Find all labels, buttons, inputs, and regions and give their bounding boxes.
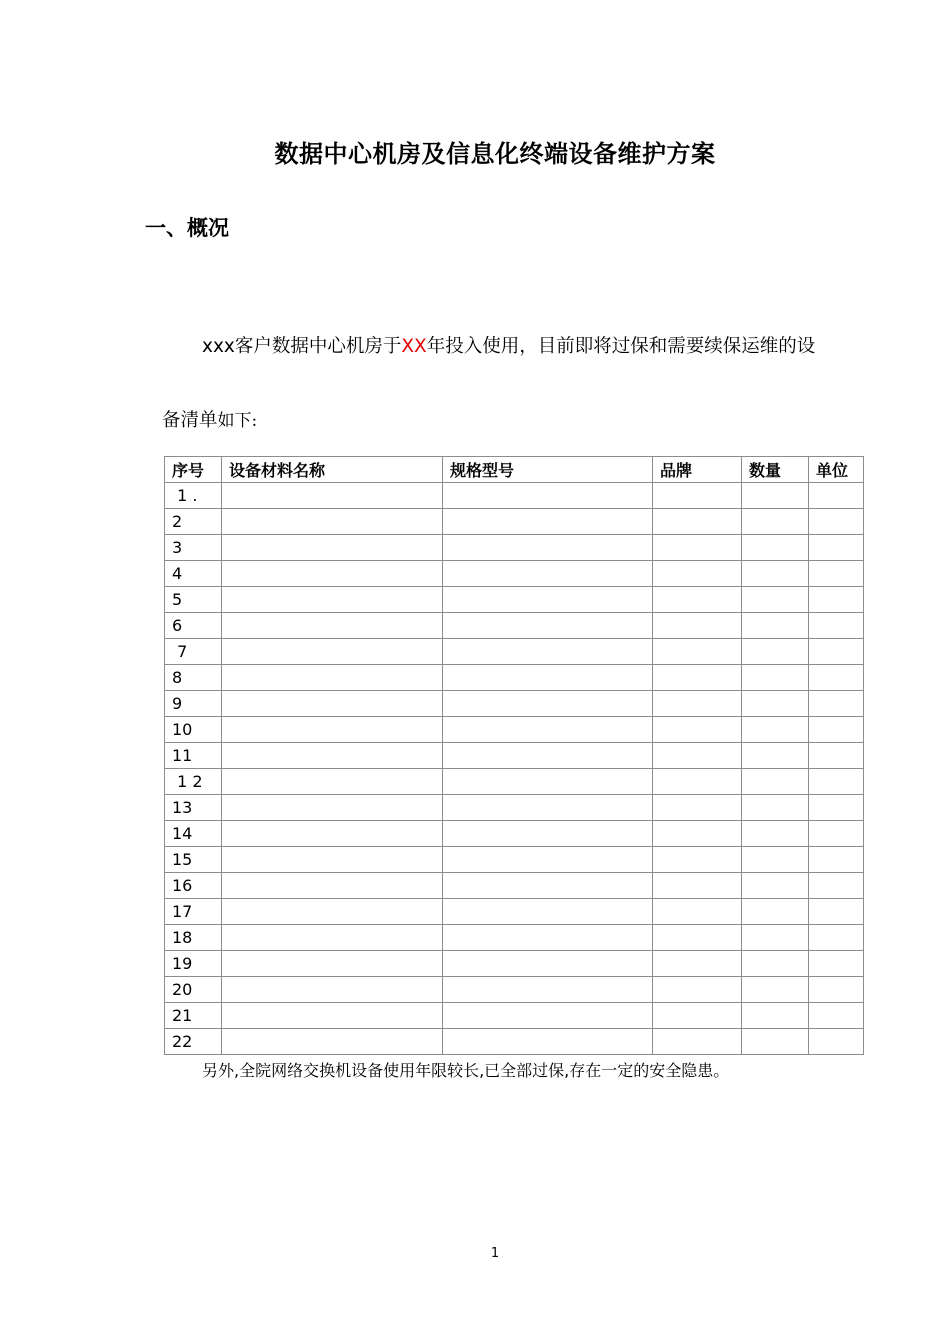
table-row <box>165 483 864 509</box>
cell-model <box>443 691 653 717</box>
table-header-row <box>165 457 864 483</box>
cell-quantity <box>742 847 809 873</box>
header-brand: 品牌 <box>653 457 742 483</box>
cell-name <box>222 509 443 535</box>
cell-model <box>443 821 653 847</box>
cell-quantity <box>742 561 809 587</box>
row-index: 2 <box>165 509 222 535</box>
cell-model <box>443 925 653 951</box>
page-title: 数据中心机房及信息化终端设备维护方案 <box>274 140 716 168</box>
cell-model <box>443 483 653 509</box>
table-row <box>165 847 864 873</box>
cell-name <box>222 561 443 587</box>
table-row <box>165 1003 864 1029</box>
row-index: 4 <box>165 561 222 587</box>
cell-name <box>222 821 443 847</box>
cell-name <box>222 795 443 821</box>
cell-name <box>222 925 443 951</box>
cell-model <box>443 743 653 769</box>
cell-quantity <box>742 899 809 925</box>
cell-brand <box>653 899 742 925</box>
cell-quantity <box>742 691 809 717</box>
cell-model <box>443 665 653 691</box>
cell-name <box>222 899 443 925</box>
cell-model <box>443 899 653 925</box>
row-index: 22 <box>165 1029 222 1055</box>
cell-quantity <box>742 977 809 1003</box>
cell-unit <box>809 873 864 899</box>
cell-unit <box>809 977 864 1003</box>
header-unit: 单位 <box>809 457 864 483</box>
cell-model <box>443 1003 653 1029</box>
cell-model <box>443 977 653 1003</box>
table-row <box>165 977 864 1003</box>
cell-quantity <box>742 483 809 509</box>
cell-model <box>443 561 653 587</box>
cell-unit <box>809 587 864 613</box>
header-quantity: 数量 <box>742 457 809 483</box>
cell-quantity <box>742 873 809 899</box>
cell-name <box>222 587 443 613</box>
header-name: 设备材料名称 <box>222 457 443 483</box>
cell-brand <box>653 561 742 587</box>
cell-name <box>222 1003 443 1029</box>
cell-name <box>222 717 443 743</box>
cell-name <box>222 873 443 899</box>
cell-model <box>443 795 653 821</box>
row-index: 17 <box>165 899 222 925</box>
row-index: 21 <box>165 1003 222 1029</box>
cell-model <box>443 1029 653 1055</box>
cell-unit <box>809 925 864 951</box>
cell-model <box>443 613 653 639</box>
row-index: 10 <box>165 717 222 743</box>
cell-name <box>222 847 443 873</box>
cell-brand <box>653 847 742 873</box>
cell-unit <box>809 665 864 691</box>
cell-model <box>443 769 653 795</box>
cell-brand <box>653 587 742 613</box>
row-index: 3 <box>165 535 222 561</box>
cell-unit <box>809 717 864 743</box>
section-heading: 一、概况 <box>145 216 229 240</box>
cell-name <box>222 639 443 665</box>
cell-model <box>443 535 653 561</box>
cell-name <box>222 769 443 795</box>
cell-brand <box>653 795 742 821</box>
cell-model <box>443 717 653 743</box>
table-row <box>165 613 864 639</box>
cell-quantity <box>742 795 809 821</box>
cell-brand <box>653 535 742 561</box>
table-row <box>165 535 864 561</box>
table-row <box>165 743 864 769</box>
equipment-table <box>164 456 864 1055</box>
cell-brand <box>653 639 742 665</box>
cell-unit <box>809 899 864 925</box>
cell-brand <box>653 483 742 509</box>
cell-brand <box>653 821 742 847</box>
row-index: 13 <box>165 795 222 821</box>
paragraph-line-2 <box>162 406 257 432</box>
cell-quantity <box>742 509 809 535</box>
row-index: 9 <box>165 691 222 717</box>
table-row <box>165 509 864 535</box>
row-index: 7 <box>165 639 222 665</box>
table-row <box>165 925 864 951</box>
cell-unit <box>809 639 864 665</box>
cell-model <box>443 509 653 535</box>
cell-quantity <box>742 665 809 691</box>
cell-brand <box>653 1029 742 1055</box>
header-index: 序号 <box>165 457 222 483</box>
paragraph-text: xxx客户数据中心机房于 <box>202 336 402 357</box>
table-row <box>165 899 864 925</box>
cell-unit <box>809 561 864 587</box>
cell-quantity <box>742 743 809 769</box>
cell-unit <box>809 951 864 977</box>
cell-brand <box>653 613 742 639</box>
paragraph-text: 如下: <box>217 411 258 431</box>
table-row <box>165 873 864 899</box>
table-row <box>165 691 864 717</box>
cell-unit <box>809 769 864 795</box>
table-row <box>165 821 864 847</box>
row-index: 11 <box>165 743 222 769</box>
cell-quantity <box>742 769 809 795</box>
row-index: 16 <box>165 873 222 899</box>
cell-model <box>443 847 653 873</box>
cell-name <box>222 951 443 977</box>
cell-name <box>222 483 443 509</box>
row-index: 5 <box>165 587 222 613</box>
row-index: 1 . <box>165 483 222 509</box>
cell-quantity <box>742 535 809 561</box>
cell-unit <box>809 1003 864 1029</box>
cell-model <box>443 639 653 665</box>
year-placeholder: XX <box>401 336 427 357</box>
paragraph-line-1 <box>202 332 815 358</box>
cell-model <box>443 587 653 613</box>
cell-unit <box>809 821 864 847</box>
row-index: 6 <box>165 613 222 639</box>
table-row <box>165 587 864 613</box>
cell-unit <box>809 691 864 717</box>
cell-quantity <box>742 1029 809 1055</box>
cell-brand <box>653 717 742 743</box>
cell-unit <box>809 509 864 535</box>
cell-unit <box>809 483 864 509</box>
cell-name <box>222 1029 443 1055</box>
table-row <box>165 665 864 691</box>
cell-brand <box>653 743 742 769</box>
row-index: 20 <box>165 977 222 1003</box>
cell-unit <box>809 535 864 561</box>
table-row <box>165 769 864 795</box>
cell-brand <box>653 769 742 795</box>
cell-brand <box>653 977 742 1003</box>
cell-name <box>222 691 443 717</box>
cell-quantity <box>742 951 809 977</box>
cell-name <box>222 535 443 561</box>
table-row <box>165 795 864 821</box>
cell-brand <box>653 691 742 717</box>
row-index: 19 <box>165 951 222 977</box>
cell-name <box>222 665 443 691</box>
cell-brand <box>653 1003 742 1029</box>
cell-quantity <box>742 587 809 613</box>
paragraph-text: 备清单 <box>162 410 218 431</box>
cell-brand <box>653 509 742 535</box>
table-body <box>165 483 864 1055</box>
table-row <box>165 717 864 743</box>
cell-name <box>222 613 443 639</box>
paragraph-text: 年投入使用，目前即将过保和需要续保运维的设 <box>426 336 816 357</box>
table-row <box>165 951 864 977</box>
cell-brand <box>653 951 742 977</box>
cell-brand <box>653 925 742 951</box>
row-index: 1 2 <box>165 769 222 795</box>
cell-quantity <box>742 717 809 743</box>
cell-name <box>222 743 443 769</box>
table-row <box>165 561 864 587</box>
cell-name <box>222 977 443 1003</box>
table-row <box>165 1029 864 1055</box>
cell-unit <box>809 795 864 821</box>
cell-unit <box>809 847 864 873</box>
note-text: 另外,全院网络交换机设备使用年限较长,已全部过保,存在一定的安全隐患。 <box>202 1061 730 1080</box>
row-index: 15 <box>165 847 222 873</box>
header-model: 规格型号 <box>443 457 653 483</box>
cell-unit <box>809 743 864 769</box>
page-number: 1 <box>490 1246 500 1261</box>
cell-quantity <box>742 639 809 665</box>
cell-quantity <box>742 1003 809 1029</box>
cell-model <box>443 873 653 899</box>
table-row <box>165 639 864 665</box>
cell-model <box>443 951 653 977</box>
cell-quantity <box>742 613 809 639</box>
cell-quantity <box>742 821 809 847</box>
cell-unit <box>809 1029 864 1055</box>
cell-unit <box>809 613 864 639</box>
row-index: 18 <box>165 925 222 951</box>
cell-brand <box>653 665 742 691</box>
cell-quantity <box>742 925 809 951</box>
row-index: 8 <box>165 665 222 691</box>
cell-brand <box>653 873 742 899</box>
row-index: 14 <box>165 821 222 847</box>
